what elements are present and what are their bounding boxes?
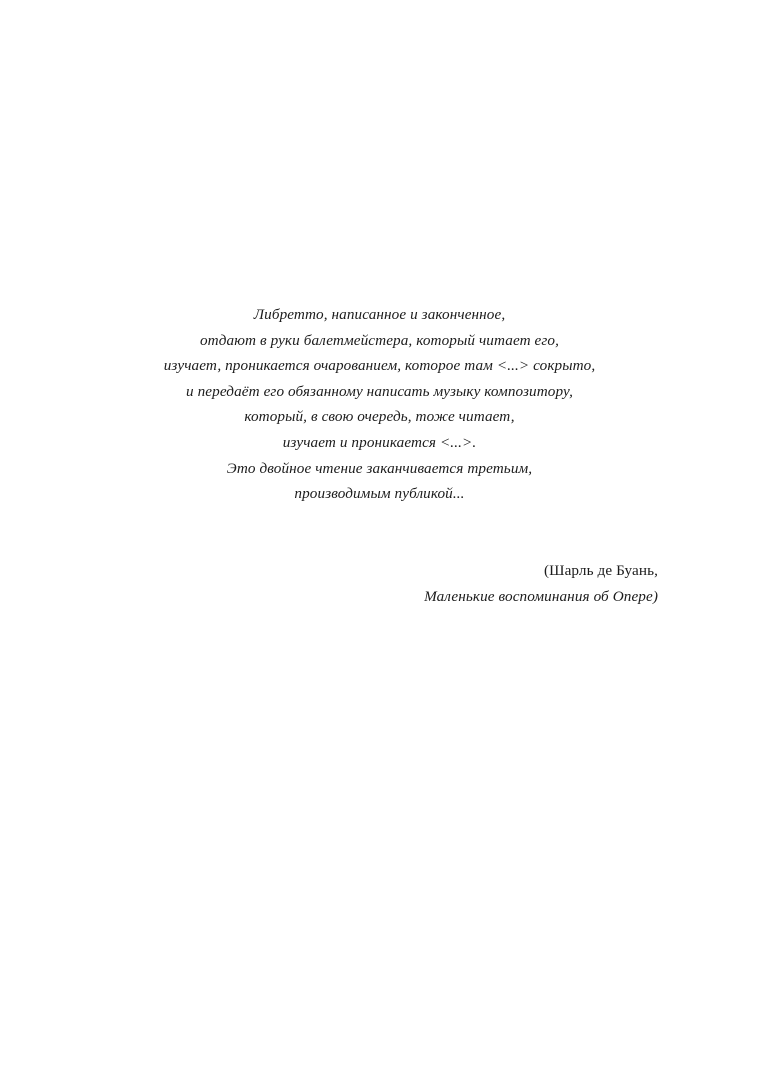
epigraph-line: изучает и проникается <...>. (282, 433, 477, 451)
epigraph-line: Либретто, написанное и законченное, (253, 306, 506, 323)
epigraph (0, 302, 759, 507)
epigraph-line: и передаёт его обязанному написать музыку композитору, (186, 382, 573, 400)
epigraph-line: Это двойное чтение заканчивается третьим, (226, 459, 533, 477)
epigraph-line: производимым публикой... (294, 485, 465, 503)
epigraph-line: отдают в руки балетмейстера, который читает его, (199, 331, 560, 349)
epigraph-attribution (424, 558, 658, 610)
epigraph-line: который, в свою очередь, тоже читает, (244, 408, 515, 426)
attribution-source: Маленькие воспоминания об Опере) (424, 587, 658, 605)
epigraph-line: изучает, проникается очарованием, которое там <...> сокрыто, (163, 357, 596, 375)
attribution-author: (Шарль де Буань, (543, 562, 658, 579)
